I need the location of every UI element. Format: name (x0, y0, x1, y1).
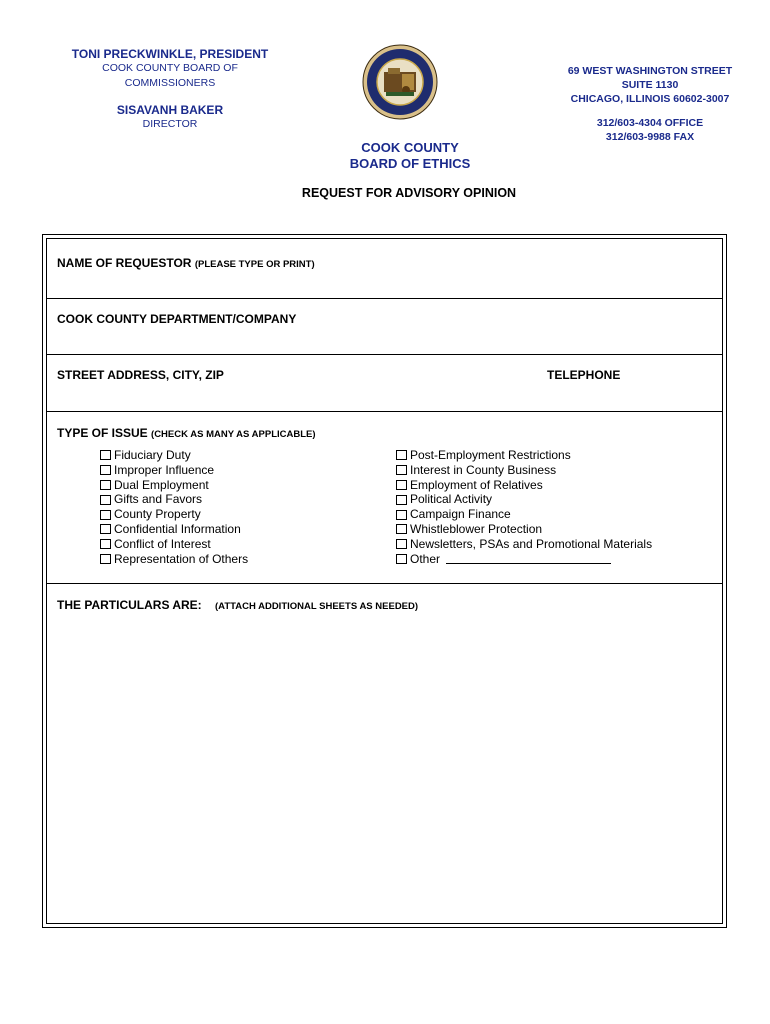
issue-hint: (CHECK AS MANY AS APPLICABLE) (151, 429, 316, 440)
department-label: COOK COUNTY DEPARTMENT/COMPANY (57, 312, 297, 326)
checkbox-icon[interactable] (396, 480, 407, 490)
header-right (545, 64, 755, 144)
checkbox-icon[interactable] (396, 539, 407, 549)
checkbox-icon[interactable] (100, 510, 111, 520)
checkbox-icon[interactable] (100, 495, 111, 505)
address-label: STREET ADDRESS, CITY, ZIP (57, 368, 224, 382)
issue-checkbox[interactable] (396, 478, 652, 493)
address-line-1: 69 WEST WASHINGTON STREET (567, 65, 733, 77)
issue-checkbox[interactable] (396, 463, 652, 478)
form-inner (46, 238, 723, 924)
issue-checkbox[interactable] (100, 552, 248, 567)
issue-checkbox[interactable] (396, 507, 652, 522)
issue-label-item: Fiduciary Duty (114, 448, 191, 462)
checkbox-icon[interactable] (100, 539, 111, 549)
director-name: SISAVANH BAKER (116, 103, 224, 117)
issue-checkbox[interactable] (396, 492, 652, 507)
issue-label (57, 426, 316, 440)
particulars-label-text: THE PARTICULARS ARE: (57, 598, 202, 612)
issue-checkbox[interactable] (100, 448, 248, 463)
address-line-2: SUITE 1130 (621, 79, 679, 91)
issues-left-list (100, 448, 248, 566)
issue-row (47, 412, 722, 584)
issue-label-item: Improper Influence (114, 462, 215, 477)
form-title: REQUEST FOR ADVISORY OPINION (301, 186, 517, 200)
issue-label-item: Gifts and Favors (114, 492, 203, 507)
checkbox-icon[interactable] (396, 510, 407, 520)
particulars-label (57, 598, 418, 612)
other-blank-line[interactable] (446, 553, 611, 564)
agency-line-2: BOARD OF ETHICS (349, 156, 471, 171)
issue-label-text: TYPE OF ISSUE (57, 426, 148, 440)
issues-right-list (396, 448, 652, 566)
issue-checkbox[interactable] (100, 492, 248, 507)
issue-checkbox[interactable] (100, 522, 248, 537)
checkbox-icon[interactable] (396, 554, 407, 564)
issue-label-item: Confidential Information (114, 521, 241, 536)
form-frame (42, 234, 727, 928)
agency-name (300, 140, 520, 172)
department-row[interactable] (47, 299, 722, 355)
board-line-2: COMMISSIONERS (124, 77, 216, 89)
phone-office: 312/603-4304 OFFICE (596, 117, 704, 129)
agency-line-1: COOK COUNTY (361, 140, 459, 155)
issue-checkbox[interactable] (396, 448, 652, 463)
issue-checkbox[interactable] (100, 507, 248, 522)
issue-label-item: Newsletters, PSAs and Promotional Materials (410, 536, 653, 551)
phone-fax: 312/603-9988 FAX (605, 131, 695, 143)
particulars-hint: (ATTACH ADDITIONAL SHEETS AS NEEDED) (215, 601, 419, 612)
issue-label-item: Whistleblower Protection (410, 521, 543, 536)
issue-label-item: Other (410, 551, 441, 566)
issue-label-item: County Property (114, 507, 201, 522)
checkbox-icon[interactable] (100, 554, 111, 564)
particulars-area[interactable] (47, 584, 722, 923)
issue-label-item: Conflict of Interest (114, 536, 211, 551)
address-line-3: CHICAGO, ILLINOIS 60602-3007 (570, 93, 730, 105)
issue-checkbox[interactable] (100, 463, 248, 478)
issue-label-item: Campaign Finance (410, 507, 511, 522)
issue-checkbox[interactable] (396, 537, 652, 552)
issue-checkbox-other[interactable] (396, 552, 652, 567)
requestor-label (57, 256, 315, 270)
checkbox-icon[interactable] (100, 450, 111, 460)
header-left (40, 47, 300, 132)
president-name: TONI PRECKWINKLE, PRESIDENT (71, 47, 269, 61)
issue-label-item: Representation of Others (114, 551, 249, 566)
address-row[interactable] (47, 355, 722, 412)
director-title: DIRECTOR (142, 118, 198, 130)
requestor-label-text: NAME OF REQUESTOR (57, 256, 192, 270)
requestor-row[interactable] (47, 239, 722, 299)
issue-checkbox[interactable] (100, 478, 248, 493)
checkbox-icon[interactable] (100, 480, 111, 490)
issue-checkbox[interactable] (396, 522, 652, 537)
requestor-hint: (PLEASE TYPE OR PRINT) (194, 259, 315, 270)
checkbox-icon[interactable] (100, 524, 111, 534)
checkbox-icon[interactable] (100, 465, 111, 475)
checkbox-icon[interactable] (396, 495, 407, 505)
issue-label-item: Political Activity (410, 492, 493, 507)
issue-label-item: Post-Employment Restrictions (410, 448, 571, 462)
county-seal-icon (362, 44, 438, 120)
checkbox-icon[interactable] (396, 465, 407, 475)
issue-checkbox[interactable] (100, 537, 248, 552)
checkbox-icon[interactable] (396, 524, 407, 534)
issue-label-item: Dual Employment (114, 477, 209, 492)
telephone-label: TELEPHONE (547, 368, 621, 382)
issue-label-item: Employment of Relatives (410, 477, 543, 492)
checkbox-icon[interactable] (396, 450, 407, 460)
issue-label-item: Interest in County Business (410, 462, 557, 477)
board-line-1: COOK COUNTY BOARD OF (102, 62, 238, 74)
